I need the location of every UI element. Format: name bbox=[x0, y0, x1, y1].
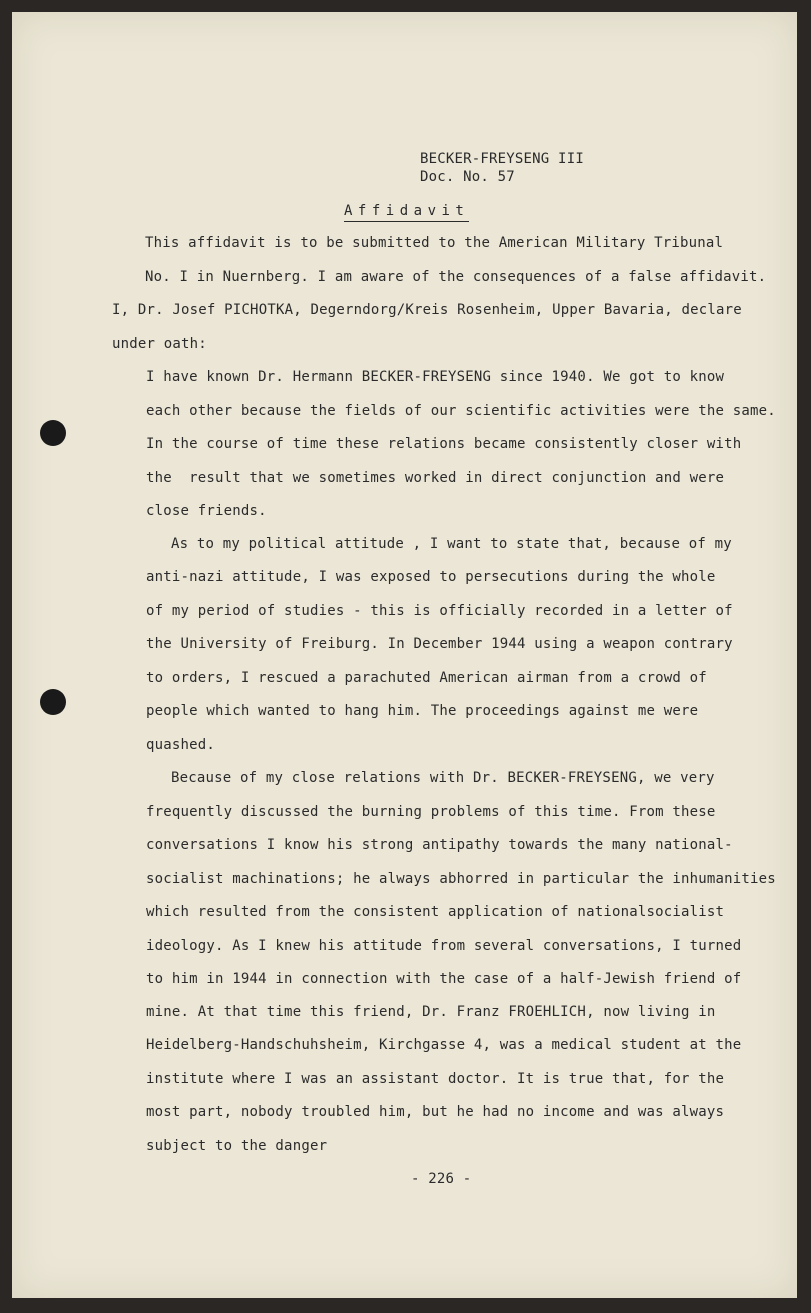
text-line: ideology. As I knew his attitude from several conversations, I turned bbox=[146, 938, 742, 954]
text-line: institute where I was an assistant doctor. It is true that, for the bbox=[146, 1071, 725, 1087]
document-page bbox=[12, 12, 797, 1298]
text-line: I, Dr. Josef PICHOTKA, Degerndorg/Kreis Rosenheim, Upper Bavaria, declare bbox=[112, 302, 742, 318]
punch-hole-lower bbox=[40, 689, 66, 715]
text-line: the University of Freiburg. In December 1944 using a weapon contrary bbox=[146, 636, 733, 652]
text-line: No. I in Nuernberg. I am aware of the consequences of a false affidavit. bbox=[145, 269, 767, 285]
document-number: Doc. No. 57 bbox=[420, 169, 515, 185]
text-line: of my period of studies - this is officially recorded in a letter of bbox=[146, 603, 733, 619]
text-line: to orders, I rescued a parachuted American airman from a crowd of bbox=[146, 670, 707, 686]
text-line: Heidelberg-Handschuhsheim, Kirchgasse 4, was a medical student at the bbox=[146, 1037, 742, 1053]
text-line: anti-nazi attitude, I was exposed to persecutions during the whole bbox=[146, 569, 716, 585]
page-number: - 226 - bbox=[411, 1171, 472, 1187]
text-line: conversations I know his strong antipathy towards the many national- bbox=[146, 837, 733, 853]
text-line: In the course of time these relations became consistently closer with bbox=[146, 436, 742, 452]
text-line: This affidavit is to be submitted to the American Military Tribunal bbox=[145, 235, 724, 251]
text-line: under oath: bbox=[112, 336, 207, 352]
text-line: Because of my close relations with Dr. BECKER-FREYSENG, we very bbox=[171, 770, 715, 786]
text-line: which resulted from the consistent application of nationalsocialist bbox=[146, 904, 725, 920]
text-line: to him in 1944 in connection with the case of a half-Jewish friend of bbox=[146, 971, 742, 987]
text-line: most part, nobody troubled him, but he had no income and was always bbox=[146, 1104, 725, 1120]
text-line: frequently discussed the burning problems of this time. From these bbox=[146, 804, 716, 820]
text-line: the result that we sometimes worked in direct conjunction and were bbox=[146, 470, 725, 486]
text-line: I have known Dr. Hermann BECKER-FREYSENG since 1940. We got to know bbox=[146, 369, 725, 385]
text-line: As to my political attitude , I want to state that, because of my bbox=[171, 536, 732, 552]
text-line: socialist machinations; he always abhorred in particular the inhumanities bbox=[146, 871, 776, 887]
text-line: subject to the danger bbox=[146, 1138, 328, 1154]
document-title: Affidavit bbox=[344, 202, 469, 222]
punch-hole-upper bbox=[40, 420, 66, 446]
text-line: close friends. bbox=[146, 503, 267, 519]
text-line: mine. At that time this friend, Dr. Franz FROEHLICH, now living in bbox=[146, 1004, 716, 1020]
text-line: quashed. bbox=[146, 737, 216, 753]
text-line: people which wanted to hang him. The proceedings against me were bbox=[146, 703, 699, 719]
document-series-header: BECKER-FREYSENG III bbox=[420, 151, 584, 167]
text-line: each other because the fields of our scientific activities were the same. bbox=[146, 403, 776, 419]
